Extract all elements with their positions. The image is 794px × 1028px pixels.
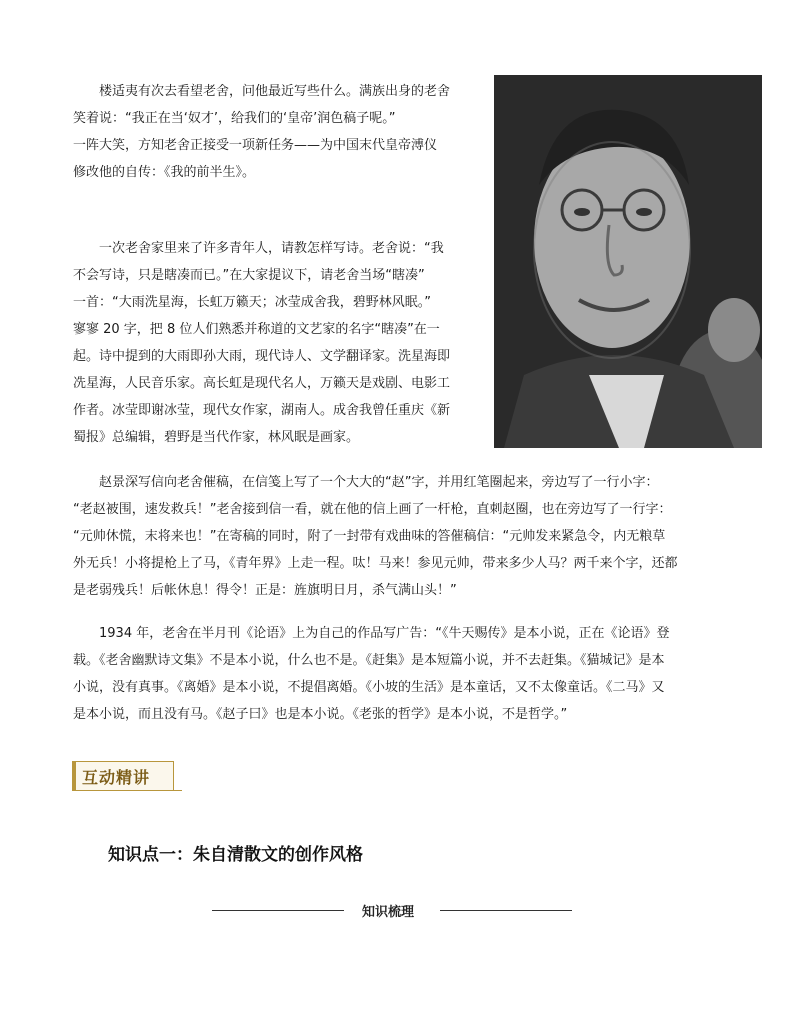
text-line: 外无兵！小将提枪上了马，《青年界》上走一程。呔！马来！参见元帅，带来多少人马？两千来个字，还都 <box>73 556 678 571</box>
anecdote-paragraph-1 <box>73 78 475 186</box>
text-line: 蜀报》总编辑，碧野是当代作家，林风眠是画家。 <box>73 430 360 445</box>
text-line: 小说，没有真事。《离婚》是本小说，不提倡离婚。《小坡的生活》是本童话，又不太像童话。《二马》又 <box>73 680 665 695</box>
sub-heading-rule-right <box>440 910 572 911</box>
text-line: 不会写诗，只是瞎凑而已。”在大家提议下，请老舍当场“瞎凑” <box>73 268 425 283</box>
portrait-illustration <box>494 75 762 448</box>
text-line: 一阵大笑，方知老舍正接受一项新任务——为中国末代皇帝溥仪 <box>73 138 438 153</box>
text-line: 1934 年，老舍在半月刊《论语》上为自己的作品写广告：“《牛天赐传》是本小说，正在《论语》登 <box>99 626 670 641</box>
anecdote-paragraph-3 <box>73 469 721 604</box>
text-line: 载。《老舍幽默诗文集》不是本小说，什么也不是。《赶集》是本短篇小说，并不去赶集。《猫城记》是本 <box>73 653 665 668</box>
anecdote-paragraph-4 <box>73 620 721 728</box>
knowledge-point-title: 知识点一：朱自清散文的创作风格 <box>108 845 363 865</box>
section-tag-label: 互动精讲 <box>82 768 151 787</box>
text-line: 楼适夷有次去看望老舍，问他最近写些什么。满族出身的老舍 <box>99 84 451 99</box>
text-line: “老赵被围，速发救兵！”老舍接到信一看，就在他的信上画了一杆枪，直刺赵圈，也在旁边写了一行字： <box>73 502 672 517</box>
text-line: 一次老舍家里来了许多青年人，请教怎样写诗。老舍说：“我 <box>99 241 444 256</box>
text-line: 修改他的自传：《我的前半生》。 <box>73 165 256 180</box>
text-line: 赵景深写信向老舍催稿，在信笺上写了一个大大的“赵”字，并用红笔圈起来，旁边写了一行小字： <box>99 475 659 490</box>
text-line: 起。诗中提到的大雨即孙大雨，现代诗人、文学翻译家。洗星海即 <box>73 349 451 364</box>
section-tag <box>72 761 174 791</box>
text-line: 作者。冰莹即谢冰莹，现代女作家，湖南人。成舍我曾任重庆《新 <box>73 403 451 418</box>
text-line: 笑着说：“我正在当‘奴才’，给我们的‘皇帝’润色稿子呢。” <box>73 111 396 126</box>
text-line: 寥寥 20 字，把 8 位人们熟悉并称道的文艺家的名字“瞎凑”在一 <box>73 322 440 337</box>
portrait-photo <box>494 75 762 448</box>
section-divider <box>72 790 182 791</box>
text-line: 一首：“大雨洗星海，长虹万籁天；冰莹成舍我，碧野林风眠。” <box>73 295 431 310</box>
text-line: 是本小说，而且没有马。《赵子曰》也是本小说。《老张的哲学》是本小说，不是哲学。” <box>73 707 568 722</box>
sub-heading-label: 知识梳理 <box>362 905 415 920</box>
text-line: 是老弱残兵！后帐休息！得令！正是：旌旗明日月，杀气满山头！” <box>73 583 457 598</box>
text-line: “元帅休慌，末将来也！”在寄稿的同时，附了一封带有戏曲味的答催稿信：“元帅发来紧急令，内无粮草 <box>73 529 666 544</box>
sub-heading <box>212 900 572 922</box>
sub-heading-rule-left <box>212 910 344 911</box>
anecdote-paragraph-2 <box>73 235 475 451</box>
text-line: 冼星海，人民音乐家。高长虹是现代名人，万籁天是戏剧、电影工 <box>73 376 451 391</box>
